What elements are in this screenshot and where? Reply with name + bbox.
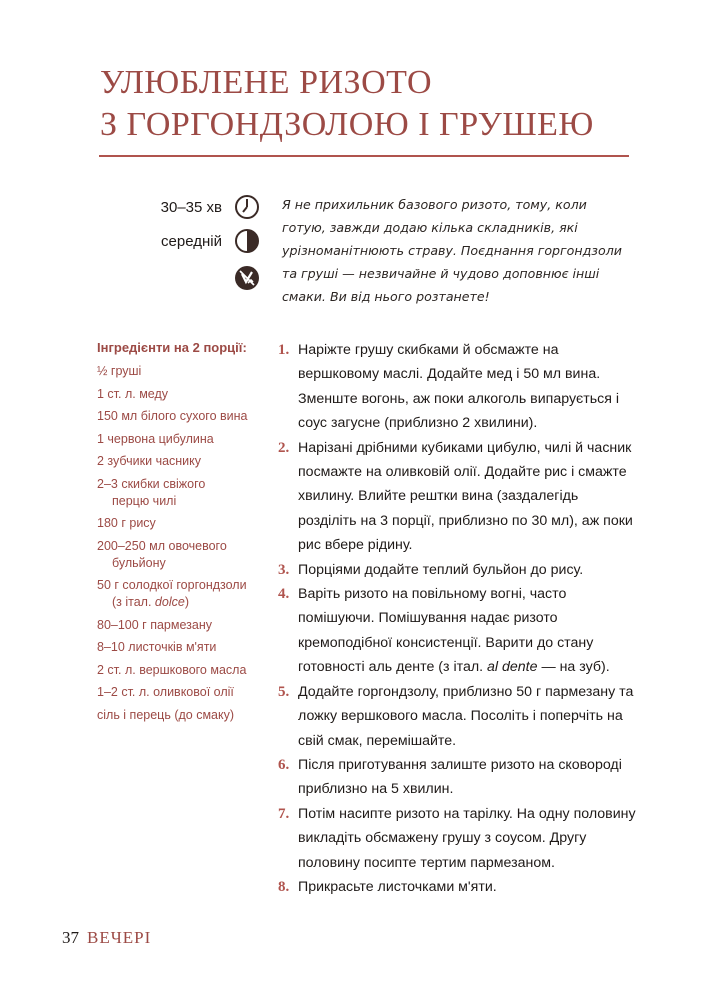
ingredient-item: 180 г рису bbox=[97, 516, 156, 530]
recipe-title bbox=[100, 62, 594, 146]
section-name: ВЕЧЕРІ bbox=[87, 928, 152, 947]
ingredients-list bbox=[97, 363, 277, 724]
recipe-title-line-2: З ГОРГОНДЗОЛОЮ І ГРУШЕЮ bbox=[100, 106, 594, 143]
clock-icon bbox=[234, 194, 260, 220]
ingredient-item: 50 г солодкої горгондзоли (з італ. dolce) bbox=[97, 578, 247, 609]
ingredient-item: 150 мл білого сухого вина bbox=[97, 409, 248, 423]
ingredient-item: 1 ст. л. меду bbox=[97, 386, 169, 401]
ingredient-item: 80–100 г пармезану bbox=[97, 617, 212, 632]
step-item: 5. Додайте горгондзолу, приблизно 50 г пармезану та ложку вершкового масла. Посоліть і поперчіть на свій смак, перемішайте. bbox=[278, 680, 638, 753]
difficulty-label: середній bbox=[161, 232, 222, 250]
ingredient-item: 1 червона цибулина bbox=[97, 431, 214, 446]
step-number: 6. bbox=[278, 756, 290, 773]
step-number: 1. bbox=[278, 342, 290, 358]
ingredient-item: 2–3 скибки свіжого перцю чилі bbox=[97, 476, 206, 508]
ingredients-panel bbox=[97, 340, 277, 729]
title-divider bbox=[99, 155, 629, 157]
diet bbox=[234, 265, 260, 291]
step-number: 2. bbox=[278, 439, 290, 456]
difficulty bbox=[161, 228, 260, 254]
page-footer bbox=[62, 928, 151, 948]
ingredient-item: 8–10 листочків м'яти bbox=[97, 640, 217, 654]
step-number: 4. bbox=[278, 586, 290, 603]
step-item: 7. Потім насипте ризото на тарілку. На одну половину викладіть обсмажену грушу з соусом. Другу половину посипте тертим пармезаном. bbox=[278, 802, 638, 875]
step-item: 1. Наріжте грушу скибками й обсмажте на вершковому маслі. Додайте мед і 50 мл вина. Зменште вогонь, аж поки алкоголь випарується і соус загусне (приблизно 2 хвилини). bbox=[278, 338, 638, 436]
method-steps bbox=[278, 338, 638, 899]
step-number: 8. bbox=[278, 878, 290, 895]
step-item: 8. Прикрасьте листочками м'яти. bbox=[278, 875, 638, 899]
step-number: 3. bbox=[278, 561, 290, 578]
ingredient-item: ½ груші bbox=[97, 364, 142, 378]
ingredient-item: 2 ст. л. вершкового масла bbox=[97, 662, 247, 677]
ingredient-item: 1–2 ст. л. оливкової олії bbox=[97, 685, 234, 699]
step-number: 5. bbox=[278, 683, 290, 700]
ingredient-item: 2 зубчики часнику bbox=[97, 454, 202, 468]
step-number: 7. bbox=[278, 805, 290, 822]
step-item: 3. Порціями додайте теплий бульйон до рису. bbox=[278, 558, 638, 582]
recipe-intro: Я не прихильник базового ризото, тому, коли готую, завжди додаю кілька складників, які урізноманітнюють страву. Поєднання горгондзоли та груші — незвичайне й чудово доповнює інші смаки. Ви від нього розтанете! bbox=[282, 197, 622, 304]
page-number: 37 bbox=[62, 928, 79, 947]
step-item: 4. Варіть ризото на повільному вогні, часто помішуючи. Помішування надає ризото кремоподібної консистенції. Варити до стану готовності аль денте (з італ. al dente — на зуб). bbox=[278, 582, 638, 680]
step-item: 2. Нарізані дрібними кубиками цибулю, чилі й часник посмажте на оливковій олії. Додайте рис і смажте хвилину. Влийте рештки вина (заздалегідь розділіть на 3 порції, приблизно по 30 мл), аж поки рис вбере рідину. bbox=[278, 436, 638, 558]
recipe-title-line-1: УЛЮБЛЕНЕ РИЗОТО bbox=[100, 64, 432, 101]
cook-time-label: 30–35 хв bbox=[160, 198, 222, 216]
half-circle-icon bbox=[234, 228, 260, 254]
cook-time bbox=[161, 194, 260, 220]
ingredient-item: сіль і перець (до смаку) bbox=[97, 707, 235, 722]
vegetarian-icon bbox=[234, 265, 260, 291]
step-item: 6. Після приготування залиште ризото на сковороді приблизно на 5 хвилин. bbox=[278, 753, 638, 802]
ingredients-heading: Інгредієнти на 2 порції: bbox=[97, 340, 247, 355]
ingredient-item: 200–250 мл овочевого бульйону bbox=[97, 538, 227, 570]
